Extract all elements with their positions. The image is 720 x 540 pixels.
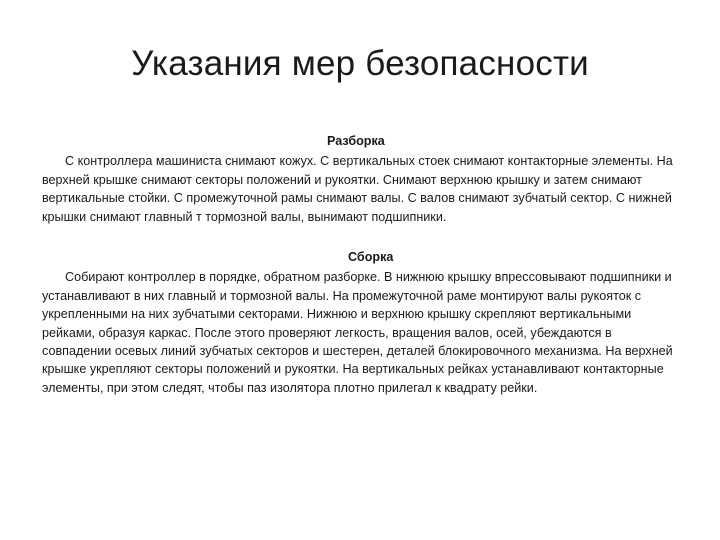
slide-content	[42, 132, 682, 397]
slide-title: Указания мер безопасности	[131, 44, 589, 83]
section-heading-disassembly: Разборка	[327, 134, 385, 148]
paragraph-assembly: Собирают контроллер в порядке, обратном разборке. В нижнюю крышку впрессовывают подшипники и устанавливают в них главный и тормозной валы. На промежуточной раме монтируют валы рукояток с укрепленными на них зубчатыми секторами. Нижнюю и верхнюю крышку скрепляют вертикальными рейками, образуя каркас. После этого проверяют легкость, вращения валов, осей, убеждаются в совпадении осевых линий зубчатых секторов и шестерен, деталей блокировочного механизма. На верхней крышке укрепляют секторы положений и рукоятки. На вертикальных рейках устанавливают контакторные элементы, при этом следят, чтобы паз изолятора плотно прилегал к квадрату рейки.	[42, 270, 673, 395]
paragraph-disassembly: С контроллера машиниста снимают кожух. С вертикальных стоек снимают контакторные элементы. На верхней крышке снимают секторы положений и рукоятки. Снимают верхнюю крышку и затем снимают вертикальные стойки. С промежуточной рамы снимают валы. С валов снимают зубчатый сектор. С нижней крышки снимают главный т тормозной валы, вынимают подшипники.	[42, 154, 673, 224]
section-disassembly	[42, 132, 682, 226]
section-heading-assembly: Сборка	[348, 250, 394, 265]
section-assembly	[42, 248, 682, 397]
